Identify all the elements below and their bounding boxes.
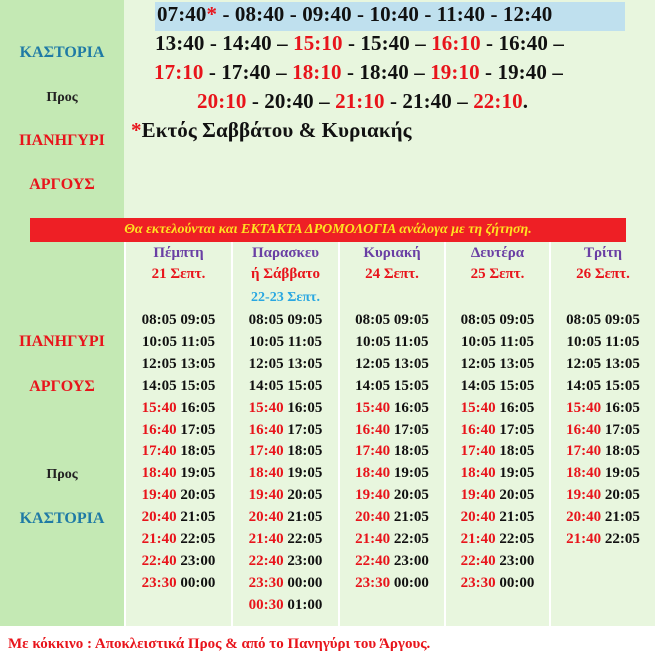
departure-time: 20:40: [566, 509, 602, 526]
schedule-row: [126, 553, 231, 570]
schedule-row: [551, 443, 655, 460]
bottom-route-panel: [0, 242, 124, 626]
bottom-route-dest: ΚΑΣΤΟΡΙΑ: [19, 510, 105, 527]
schedule-row: [233, 531, 338, 548]
schedule-row: [233, 553, 338, 570]
return-time: 15:05: [180, 377, 216, 394]
departure-time: 21:40: [248, 531, 284, 547]
return-time: 17:05: [393, 421, 429, 438]
departure-time: 08:05: [141, 312, 177, 328]
schedule-row: [551, 531, 655, 548]
return-time: 18:05: [180, 443, 216, 460]
departure-time: 19:40: [141, 487, 177, 504]
time-segment: *: [206, 2, 218, 26]
schedule-row: [233, 422, 338, 439]
return-time: 11:05: [180, 333, 215, 350]
column-day: Παρασκευ: [251, 245, 320, 261]
time-segment: .: [522, 89, 529, 113]
top-route-to: Προς: [46, 90, 78, 105]
departure-time: 16:40: [248, 421, 284, 438]
return-time: 17:05: [287, 421, 323, 438]
return-time: 11:05: [394, 333, 429, 350]
departure-time: 18:40: [566, 465, 602, 482]
schedule-row: [126, 422, 231, 439]
departure-time: 18:40: [248, 465, 284, 482]
departure-time: 21:40: [141, 531, 177, 547]
return-time: 17:05: [180, 421, 216, 438]
schedule-row: [446, 443, 549, 460]
departure-time: 10:05: [461, 333, 497, 350]
schedule-row: [446, 575, 549, 592]
return-time: 13:05: [604, 355, 640, 372]
schedule-row: [446, 378, 549, 395]
return-time: 20:05: [393, 487, 429, 504]
schedule-row: [551, 487, 655, 504]
return-time: 22:05: [287, 531, 323, 547]
departure-time: 15:40: [566, 399, 602, 416]
return-time: 16:05: [287, 399, 323, 416]
schedule-row: [551, 334, 655, 351]
schedule-row: [126, 575, 231, 592]
departure-time: 21:40: [355, 531, 391, 547]
column-date: 24 Σεπτ.: [365, 266, 419, 282]
return-time: 09:05: [180, 312, 216, 328]
day-column: [340, 242, 444, 626]
column-extra-dates: 22-23 Σεπτ.: [251, 290, 320, 305]
time-segment: - 16:40 –: [480, 31, 564, 55]
departure-time: 20:40: [141, 509, 177, 526]
schedule-row: [126, 465, 231, 482]
return-time: 15:05: [604, 377, 640, 394]
time-segment: - 17:40 –: [203, 60, 293, 84]
return-time: 16:05: [393, 399, 429, 416]
departure-time: 14:05: [141, 377, 177, 394]
schedule-row: [446, 334, 549, 351]
return-time: 15:05: [287, 377, 323, 394]
departure-time: 17:40: [355, 443, 391, 460]
schedule-row: [233, 400, 338, 417]
schedule-row: [340, 334, 444, 351]
schedule-row: [126, 356, 231, 373]
departure-time: 15:40: [141, 399, 177, 416]
day-column: [551, 242, 655, 626]
schedule-row: [233, 443, 338, 460]
column-date: 26 Σεπτ.: [576, 266, 630, 282]
departure-time: 16:40: [141, 421, 177, 438]
column-day: Δευτέρα: [470, 245, 525, 261]
schedule-row: [233, 334, 338, 351]
return-time: 09:05: [499, 312, 535, 328]
time-segment: - 21:40 –: [384, 89, 474, 113]
column-date: 21 Σεπτ.: [151, 266, 206, 282]
schedule-row: [126, 334, 231, 351]
departure-time: 17:40: [141, 443, 177, 460]
schedule-row: [126, 509, 231, 526]
schedule-row: [551, 509, 655, 526]
schedule-row: [233, 597, 338, 614]
schedule-row: [551, 356, 655, 373]
departure-time: 18:40: [355, 465, 391, 482]
departure-time: 23:30: [355, 574, 391, 591]
time-segment: - 08:40 - 09:40 - 10:40 - 11:40 - 12:40: [217, 2, 553, 26]
top-route-panel: [0, 0, 124, 218]
banner-left-fill: [0, 218, 30, 242]
schedule-row: [233, 356, 338, 373]
schedule-row: [340, 531, 444, 548]
departure-time: 15:40: [248, 399, 284, 416]
departure-time: 12:05: [355, 355, 391, 372]
departure-time: 10:05: [142, 333, 178, 350]
schedule-row: [340, 575, 444, 592]
departure-time: 17:40: [248, 443, 284, 460]
return-time: 22:05: [180, 531, 216, 547]
top-route-dest-1: ΠΑΝΗΓΥΡΙ: [19, 132, 105, 149]
return-time: 11:05: [499, 333, 534, 350]
schedule-row: [340, 465, 444, 482]
departure-time: 08:05: [460, 312, 496, 328]
return-time: 09:05: [393, 312, 429, 328]
departure-time: 23:30: [141, 574, 177, 591]
return-time: 17:05: [604, 421, 640, 438]
time-segment: 16:10: [431, 31, 481, 55]
column-date: 25 Σεπτ.: [470, 266, 525, 282]
time-segment: - 15:40 –: [342, 31, 432, 55]
schedule-row: [340, 443, 444, 460]
return-time: 09:05: [287, 312, 323, 328]
departure-time: 12:05: [248, 355, 284, 372]
schedule-row: [446, 531, 549, 548]
departure-time: 12:05: [141, 355, 177, 372]
day-column: [233, 242, 338, 626]
departure-time: 22:40: [460, 552, 496, 569]
return-time: 18:05: [393, 443, 429, 460]
schedule-row: [126, 531, 231, 548]
schedule-row: [551, 378, 655, 395]
schedule-row: [446, 487, 549, 504]
time-segment: Εκτός Σαββάτου & Κυριακής: [141, 118, 412, 142]
departure-time: 19:40: [566, 487, 602, 504]
departure-time: 08:05: [248, 312, 284, 328]
return-time: 01:00: [287, 596, 323, 613]
bottom-route-origin-2: ΑΡΓΟΥΣ: [29, 378, 95, 395]
top-schedule-line: [154, 60, 563, 85]
departure-time: 18:40: [141, 465, 177, 482]
time-segment: 18:10: [292, 60, 342, 84]
departure-time: 10:05: [355, 333, 391, 350]
return-time: 19:05: [393, 465, 429, 482]
departure-time: 22:40: [355, 552, 391, 569]
column-day: Τρίτη: [583, 245, 623, 261]
departure-time: 14:05: [248, 377, 284, 394]
schedule-row: [126, 378, 231, 395]
schedule-row: [551, 465, 655, 482]
departure-time: 17:40: [460, 443, 496, 460]
return-time: 00:00: [499, 574, 535, 591]
return-time: 19:05: [287, 465, 323, 482]
time-segment: 22:10: [473, 89, 523, 113]
schedule-row: [340, 422, 444, 439]
departure-time: 19:40: [248, 487, 284, 504]
return-time: 19:05: [180, 465, 216, 482]
day-column: [446, 242, 549, 626]
time-segment: 20:10: [197, 89, 247, 113]
departure-time: 12:05: [566, 355, 602, 372]
return-time: 22:05: [604, 531, 640, 547]
time-segment: - 20:40 –: [246, 89, 336, 113]
departure-time: 21:40: [566, 531, 602, 547]
schedule-row: [233, 378, 338, 395]
schedule-row: [340, 400, 444, 417]
return-time: 21:05: [604, 509, 640, 526]
departure-time: 17:40: [566, 443, 602, 460]
return-time: 00:00: [180, 574, 216, 591]
schedule-row: [446, 400, 549, 417]
departure-time: 10:05: [249, 333, 285, 350]
departure-time: 10:05: [566, 333, 602, 350]
schedule-row: [233, 487, 338, 504]
return-time: 16:05: [180, 399, 216, 416]
schedule-row: [126, 400, 231, 417]
top-schedule-line: [197, 89, 528, 114]
departure-time: 16:40: [355, 421, 391, 438]
schedule-row: [551, 312, 655, 329]
day-column: [126, 242, 231, 626]
time-segment: *: [131, 118, 142, 142]
schedule-row: [446, 312, 549, 329]
schedule-row: [340, 356, 444, 373]
return-time: 18:05: [287, 443, 323, 460]
schedule-row: [446, 465, 549, 482]
departure-time: 16:40: [566, 421, 602, 438]
top-route-dest-2: ΑΡΓΟΥΣ: [29, 176, 95, 193]
departure-time: 20:40: [248, 509, 284, 526]
schedule-row: [340, 378, 444, 395]
return-time: 15:05: [499, 377, 535, 394]
departure-time: 21:40: [460, 531, 496, 547]
schedule-row: [340, 509, 444, 526]
return-time: 23:00: [180, 552, 216, 569]
return-time: 13:05: [180, 355, 216, 372]
departure-time: 14:05: [460, 377, 496, 394]
departure-time: 00:30: [248, 596, 284, 613]
departure-time: 14:05: [355, 377, 391, 394]
bottom-route-origin-1: ΠΑΝΗΓΥΡΙ: [19, 333, 105, 350]
time-segment: 13:40 - 14:40 –: [155, 31, 294, 55]
schedule-row: [126, 487, 231, 504]
schedule-row: [446, 422, 549, 439]
return-time: 23:00: [499, 552, 535, 569]
departure-time: 12:05: [460, 355, 496, 372]
time-segment: 15:10: [293, 31, 343, 55]
return-time: 21:05: [499, 509, 535, 526]
return-time: 09:05: [604, 312, 640, 328]
return-time: 16:05: [604, 399, 640, 416]
column-date: ή Σάββατο: [250, 266, 321, 282]
schedule-row: [233, 312, 338, 329]
return-time: 00:00: [287, 574, 323, 591]
schedule-row: [126, 312, 231, 329]
time-segment: 07:40: [157, 2, 207, 26]
departure-time: 08:05: [355, 312, 391, 328]
return-time: 18:05: [604, 443, 640, 460]
footer-legend: Με κόκκινο : Αποκλειστικά Προς & από το Πανηγύρι του Άργους.: [8, 636, 431, 652]
return-time: 11:05: [605, 333, 640, 350]
schedule-row: [551, 400, 655, 417]
departure-time: 14:05: [566, 377, 602, 394]
time-segment: 19:10: [430, 60, 480, 84]
schedule-row: [446, 509, 549, 526]
banner-right-fill: [626, 218, 655, 242]
return-time: 21:05: [180, 509, 216, 526]
time-segment: - 18:40 –: [341, 60, 431, 84]
top-schedule-line: [157, 2, 552, 27]
departure-time: 22:40: [248, 552, 284, 569]
return-time: 23:00: [287, 552, 323, 569]
return-time: 23:00: [393, 552, 429, 569]
departure-time: 19:40: [355, 487, 391, 504]
departure-time: 15:40: [460, 399, 496, 416]
schedule-row: [233, 575, 338, 592]
departure-time: 23:30: [460, 574, 496, 591]
return-time: 22:05: [393, 531, 429, 547]
column-day: Πέμπτη: [153, 245, 204, 261]
departure-time: 23:30: [248, 574, 284, 591]
return-time: 21:05: [393, 509, 429, 526]
top-schedule-line: [155, 31, 564, 56]
extra-routes-banner: Θα εκτελούνται και ΕΚΤΑΚΤΑ ΔΡΟΜΟΛΟΓΙΑ ανάλογα με τη ζήτηση.: [30, 218, 626, 242]
departure-time: 08:05: [566, 312, 602, 328]
top-route-origin: ΚΑΣΤΟΡΙΑ: [19, 44, 105, 61]
return-time: 19:05: [499, 465, 535, 482]
bottom-route-to: Προς: [46, 467, 78, 482]
schedule-row: [233, 509, 338, 526]
return-time: 21:05: [287, 509, 323, 526]
return-time: 17:05: [499, 421, 535, 438]
return-time: 11:05: [287, 333, 322, 350]
return-time: 00:00: [393, 574, 429, 591]
return-time: 13:05: [499, 355, 535, 372]
departure-time: 20:40: [460, 509, 496, 526]
departure-time: 15:40: [355, 399, 391, 416]
schedule-row: [233, 465, 338, 482]
schedule-row: [340, 312, 444, 329]
schedule-row: [340, 553, 444, 570]
return-time: 16:05: [499, 399, 535, 416]
departure-time: 19:40: [460, 487, 496, 504]
return-time: 20:05: [499, 487, 535, 504]
return-time: 13:05: [393, 355, 429, 372]
time-segment: 21:10: [335, 89, 385, 113]
time-segment: 17:10: [154, 60, 204, 84]
column-day: Κυριακή: [363, 245, 421, 261]
top-schedule-line: [131, 118, 412, 143]
return-time: 20:05: [287, 487, 323, 504]
schedule-row: [126, 443, 231, 460]
return-time: 20:05: [604, 487, 640, 504]
schedule-row: [446, 553, 549, 570]
schedule-row: [446, 356, 549, 373]
schedule-row: [340, 487, 444, 504]
departure-time: 20:40: [355, 509, 391, 526]
return-time: 20:05: [180, 487, 216, 504]
return-time: 15:05: [393, 377, 429, 394]
return-time: 13:05: [287, 355, 323, 372]
departure-time: 22:40: [141, 552, 177, 569]
schedule-row: [551, 422, 655, 439]
return-time: 19:05: [604, 465, 640, 482]
departure-time: 16:40: [460, 421, 496, 438]
time-segment: - 19:40 –: [479, 60, 563, 84]
return-time: 18:05: [499, 443, 535, 460]
return-time: 22:05: [499, 531, 535, 547]
departure-time: 18:40: [460, 465, 496, 482]
